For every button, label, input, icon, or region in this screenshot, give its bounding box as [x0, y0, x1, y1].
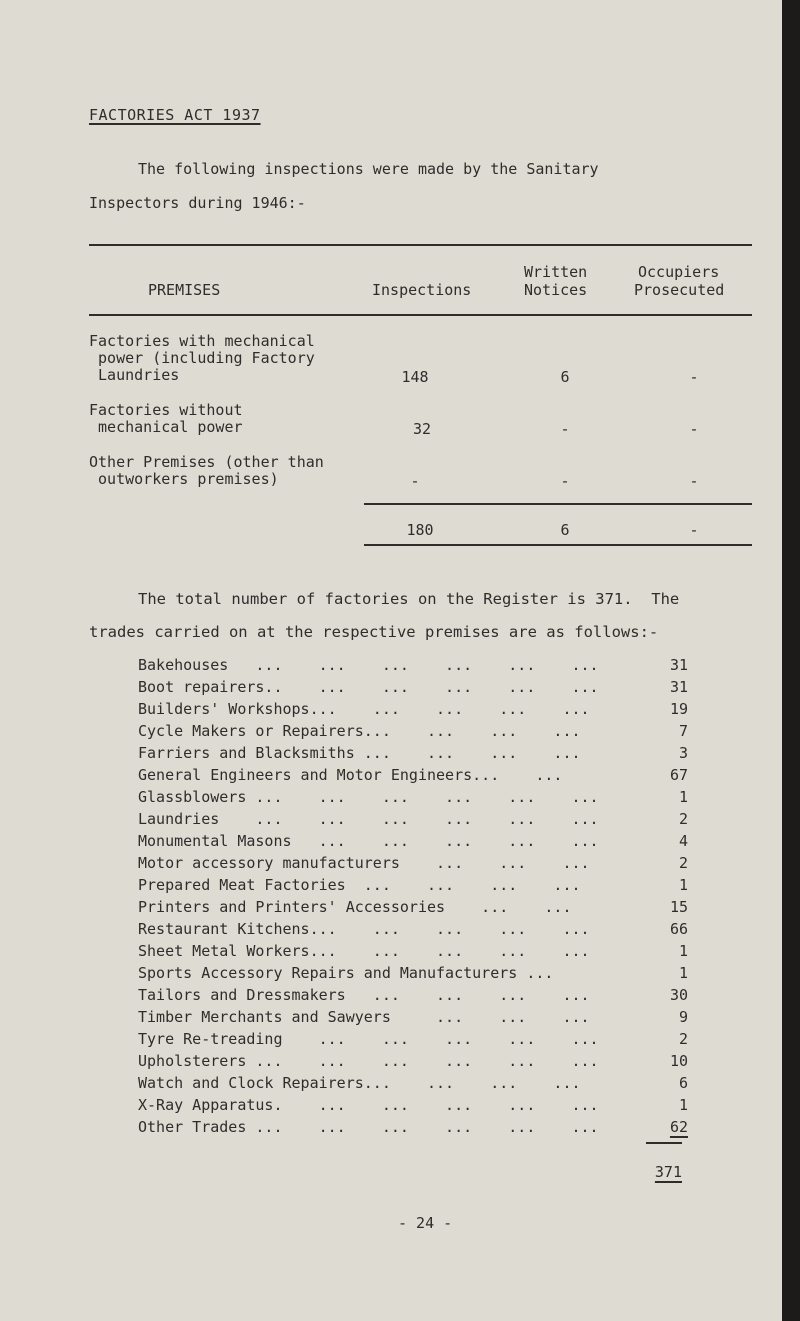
trade-count: 6 — [678, 1074, 688, 1092]
list-item — [138, 942, 698, 964]
trade-name: Glassblowers ... ... ... ... ... ... — [138, 788, 599, 806]
page-number: - 24 - — [398, 1214, 453, 1232]
trade-count: 4 — [678, 832, 688, 850]
list-item — [138, 678, 698, 700]
header-notices-line2: Notices — [524, 281, 588, 299]
trade-name: Watch and Clock Repairers... ... ... ... — [138, 1074, 581, 1092]
trade-count: 15 — [669, 898, 688, 916]
list-item — [138, 1074, 698, 1096]
trade-name: Timber Merchants and Sawyers ... ... ... — [138, 1008, 590, 1026]
trade-name: Tailors and Dressmakers ... ... ... ... — [138, 986, 590, 1004]
row-label-line: outworkers premises) — [89, 470, 279, 488]
trade-name: X-Ray Apparatus. ... ... ... ... ... — [138, 1096, 599, 1114]
trade-name: Motor accessory manufacturers ... ... ... — [138, 854, 590, 872]
trade-name: Upholsterers ... ... ... ... ... ... — [138, 1052, 599, 1070]
trade-count: 2 — [678, 854, 688, 872]
intro-line-2: Inspectors during 1946:- — [89, 194, 306, 212]
register-line-1: The total number of factories on the Register is 371. The — [138, 590, 680, 608]
trade-count: 1 — [678, 942, 688, 960]
row-notices: - — [560, 472, 570, 490]
trade-count: 1 — [678, 964, 688, 982]
trade-name: Monumental Masons ... ... ... ... ... — [138, 832, 599, 850]
trade-count: 2 — [678, 1030, 688, 1048]
trade-count: 9 — [678, 1008, 688, 1026]
trade-count: 1 — [678, 876, 688, 894]
row-inspections: - — [410, 472, 420, 490]
list-item — [138, 656, 698, 678]
trade-count: 62 — [669, 1118, 688, 1136]
trade-name: Cycle Makers or Repairers... ... ... ... — [138, 722, 581, 740]
total-inspections: 180 — [406, 521, 434, 539]
page-heading: FACTORIES ACT 1937 — [89, 106, 261, 124]
trade-name: Printers and Printers' Accessories ... ... — [138, 898, 572, 916]
row-label-line: mechanical power — [89, 418, 243, 436]
row-label-line: Laundries — [89, 366, 180, 384]
trade-count: 7 — [678, 722, 688, 740]
row-inspections: 148 — [401, 368, 429, 386]
trades-total: 371 — [654, 1163, 682, 1181]
trades-total-rule — [646, 1142, 682, 1144]
trade-name: Other Trades ... ... ... ... ... ... — [138, 1118, 599, 1136]
list-item — [138, 700, 698, 722]
table-top-rule — [89, 244, 752, 246]
list-item — [138, 1008, 698, 1030]
trade-name: Prepared Meat Factories ... ... ... ... — [138, 876, 581, 894]
trade-count: 1 — [678, 788, 688, 806]
header-prosecuted-line2: Prosecuted — [634, 281, 725, 299]
row-prosecuted: - — [689, 420, 699, 438]
trade-name: Sheet Metal Workers... ... ... ... ... — [138, 942, 590, 960]
trade-count: 31 — [669, 678, 688, 696]
trade-count: 19 — [669, 700, 688, 718]
trade-name: Farriers and Blacksmiths ... ... ... ... — [138, 744, 581, 762]
header-rule — [89, 314, 752, 316]
totals-top-rule — [364, 503, 752, 505]
header-premises: PREMISES — [148, 281, 221, 299]
list-item — [138, 964, 698, 986]
trade-name: General Engineers and Motor Engineers... ... — [138, 766, 563, 784]
list-item — [138, 898, 698, 920]
page-edge — [782, 0, 800, 1321]
list-item — [138, 1118, 698, 1140]
trade-name: Restaurant Kitchens... ... ... ... ... — [138, 920, 590, 938]
header-notices-line1: Written — [524, 263, 588, 281]
trade-name: Sports Accessory Repairs and Manufacturers ... — [138, 964, 554, 982]
register-line-2: trades carried on at the respective premises are as follows:- — [89, 623, 659, 641]
list-item — [138, 722, 698, 744]
trade-name: Boot repairers.. ... ... ... ... ... — [138, 678, 599, 696]
list-item — [138, 744, 698, 766]
trade-name: Bakehouses ... ... ... ... ... ... — [138, 656, 599, 674]
list-item — [138, 920, 698, 942]
totals-bottom-rule — [364, 544, 752, 546]
list-item — [138, 986, 698, 1008]
list-item — [138, 766, 698, 788]
list-item — [138, 1052, 698, 1074]
list-item — [138, 1030, 698, 1052]
list-item — [138, 854, 698, 876]
row-prosecuted: - — [689, 368, 699, 386]
row-prosecuted: - — [689, 472, 699, 490]
row-label-line: Factories without — [89, 401, 243, 419]
row-inspections: 32 — [412, 420, 432, 438]
header-inspections: Inspections — [372, 281, 472, 299]
row-label-line: Other Premises (other than — [89, 453, 324, 471]
list-item — [138, 810, 698, 832]
list-item — [138, 788, 698, 810]
trade-count: 1 — [678, 1096, 688, 1114]
row-notices: - — [560, 420, 570, 438]
list-item — [138, 1096, 698, 1118]
intro-line-1: The following inspections were made by the Sanitary — [138, 160, 599, 178]
total-prosecuted: - — [689, 521, 699, 539]
trade-count: 30 — [669, 986, 688, 1004]
total-notices: 6 — [560, 521, 570, 539]
trade-count: 2 — [678, 810, 688, 828]
trade-count: 10 — [669, 1052, 688, 1070]
list-item — [138, 876, 698, 898]
trade-name: Tyre Re-treading ... ... ... ... ... — [138, 1030, 599, 1048]
trade-count: 67 — [669, 766, 688, 784]
list-item — [138, 832, 698, 854]
trade-count: 66 — [669, 920, 688, 938]
trade-count: 3 — [678, 744, 688, 762]
row-notices: 6 — [560, 368, 570, 386]
header-prosecuted-line1: Occupiers — [638, 263, 720, 281]
trade-name: Laundries ... ... ... ... ... ... — [138, 810, 599, 828]
row-label-line: Factories with mechanical — [89, 332, 315, 350]
row-label-line: power (including Factory — [89, 349, 315, 367]
trade-name: Builders' Workshops... ... ... ... ... — [138, 700, 590, 718]
trade-count: 31 — [669, 656, 688, 674]
